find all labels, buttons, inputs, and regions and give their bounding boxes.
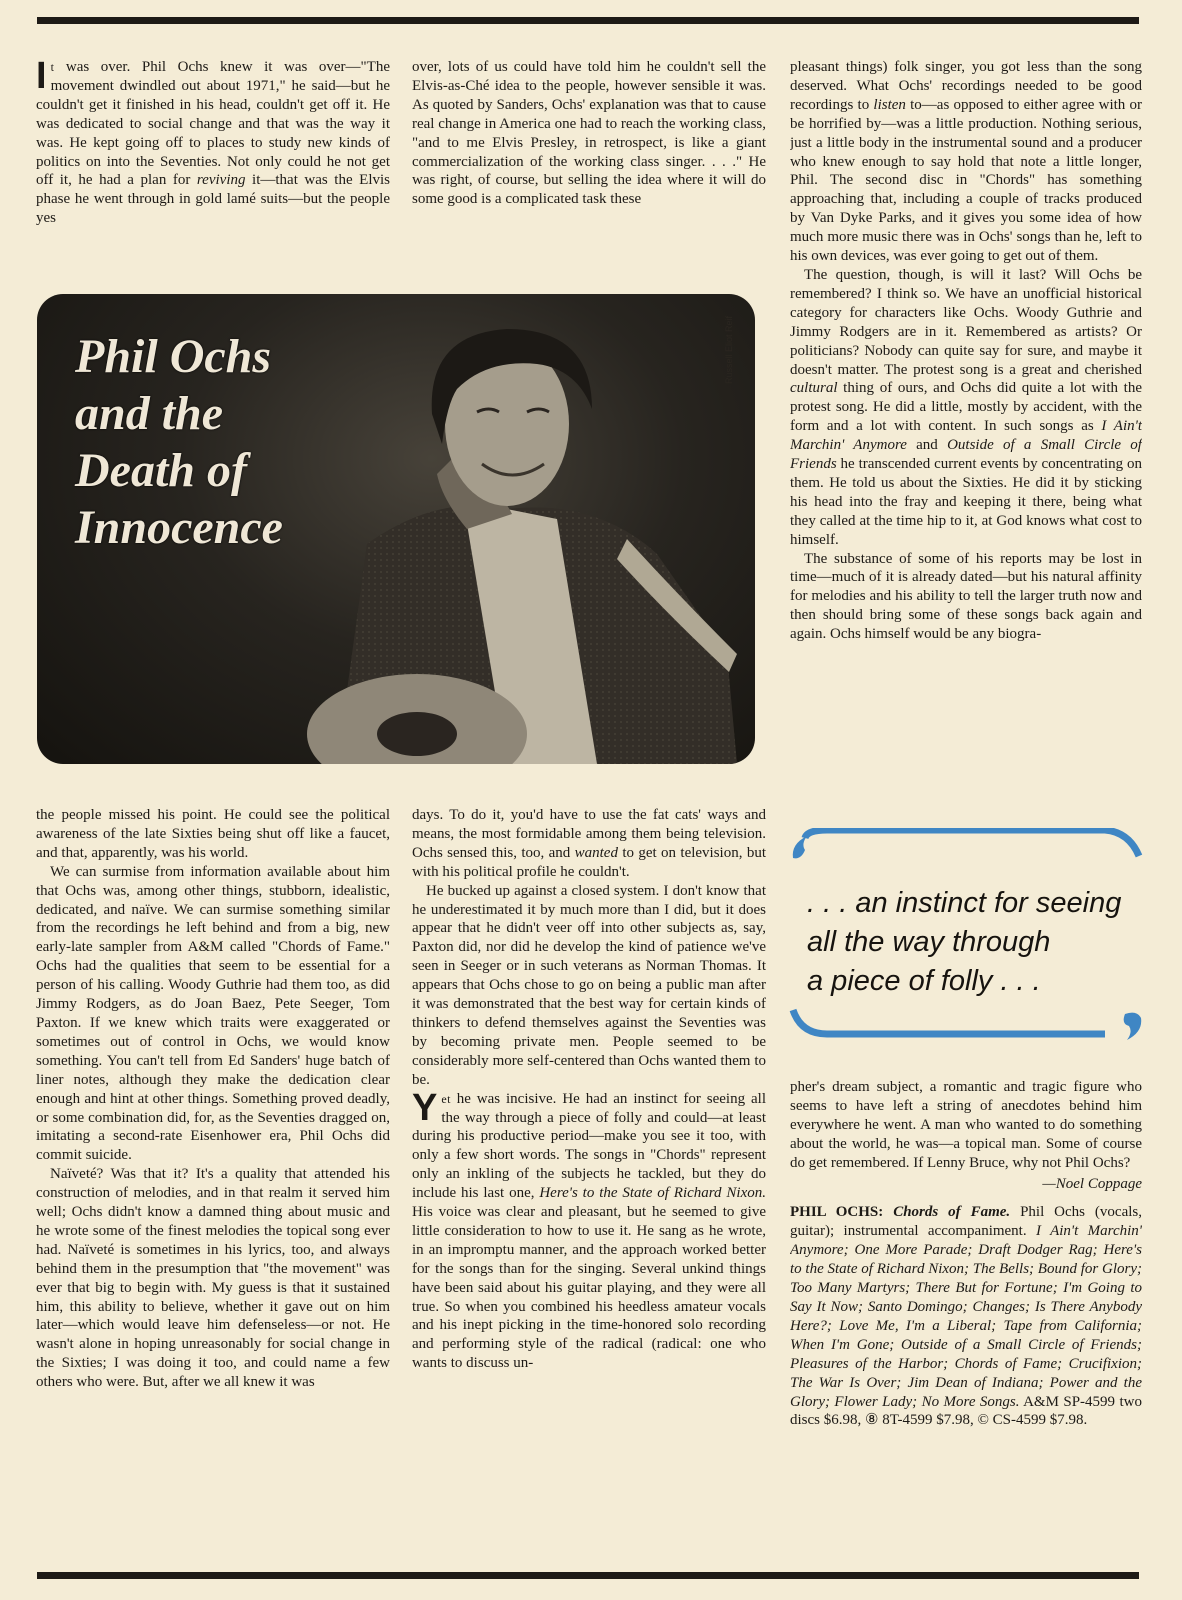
quote-rule-bottom <box>793 1010 1105 1034</box>
column-2-bottom <box>412 806 766 1560</box>
headline-photo <box>37 294 755 764</box>
body-paragraph: pher's dream subject, a romantic and tragic figure who seems to have left a string of anecdotes behind him everywhere he went. A man who wanted to do something about the world, he was—a topical man. Some of course do get remembered. If Lenny Bruce, why not Phil Ochs? <box>790 1079 1142 1171</box>
open-quote-icon <box>793 836 807 858</box>
quote-rule-top <box>805 830 1139 856</box>
body-paragraph: the people missed his point. He could see the political awareness of the late Sixties being shut off like a faucet, and that, apparently, was his world. <box>36 807 390 861</box>
bottom-rule <box>37 1572 1139 1579</box>
body-paragraph: We can surmise from information available about him that Ochs was, among other things, stubborn, idealistic, dedicated, and naïve. We can surmise something similar from the recordings he left behind and from a big, new early-late sampler from A&M called "Chords of Fame." Ochs had the qualities that seem to be essential for a person of his calling. Woody Guthrie had them too, as did Jimmy Rodgers, as do Joan Baez, Pete Seeger, Tom Paxton. If we knew which traits were exaggerated or sometimes out of control in Ochs, we would know something. You can't tell from Ed Sanders' huge batch of liner notes, although they make the dedication clear enough and hint at other things. Something proved deadly, or some combination did, for, as the Seventies dragged on, imitating a second-rate Eisenhower era, Phil Ochs did commit suicide. <box>36 863 390 1164</box>
body-paragraph: over, lots of us could have told him he couldn't sell the Elvis-as-Ché idea to the people, however sensible it was. As quoted by Sanders, Ochs' explanation was that to cause real change in America one had to reach the working class, "and to me Elvis Presley, in retrospect, is like a giant commercialization of the working class singer. . . ." He was right, of course, but selling the idea where it will do some good is a complicated task these <box>412 59 766 208</box>
body-paragraph: pleasant things) folk singer, you got less than the song deserved. What Ochs' recordings needed to be good recordings to listen to—as opposed to either agree with or be horrified by—was a little production. Nothing serious, just a little body in the instrumental sound and a producer who knew enough to say hold that note a little longer, Phil. The second disc in "Chords" has something approaching that, including a couple of tracks produced by Van Dyke Parks, and it gives you some idea of how much more music there was in Ochs' songs than he, left to his own devices, was ever going to get out of them. <box>790 59 1142 265</box>
drop-cap: Y <box>412 1086 438 1129</box>
column-2-top <box>412 58 766 248</box>
close-quote-icon <box>1124 1013 1142 1040</box>
body-paragraph: The question, though, is will it last? Will Ochs be remembered? I think so. We have an unofficial historical category for characters like Ochs. Woody Guthrie and Jimmy Rodgers are in it. Remembered as artists? Or politicians? Nobody can quite say for sure, and maybe it doesn't matter. The protest song is a great and cherished cultural thing of ours, and Ochs did quite a lot with the protest song. He did a little, mostly by accident, with the form and a lot with content. In such songs as I Ain't Marchin' Anymore and Outside of a Small Circle of Friends he transcended current events by concentrating on them. He told us about the Sixties. He did it by sticking his head into the fray and keeping it there, being what they called at the time hip to it, at God knows what cost to himself. <box>790 266 1142 548</box>
pull-quote <box>787 828 1147 1050</box>
album-info: PHIL OCHS: Chords of Fame. Phil Ochs (vocals, guitar); instrumental accompaniment. I Ain't Marchin' Anymore; One More Parade; Draft Dodger Rag; Here's to the State of Richard Nixon; The Bells; Bound for Glory; Too Many Martyrs; There But for Fortune; I'm Going to Say It Now; Santo Domingo; Changes; Is There Anybody Here?; Love Me, I'm a Liberal; Tape from California; When I'm Gone; Outside of a Small Circle of Friends; Pleasures of the Harbor; Chords of Fame; Crucifixion; The War Is Over; Jim Dean of Indiana; Power and the Glory; Flower Lady; No More Songs. A&M SP-4599 two discs $6.98, ⑧ 8T-4599 $7.98, © CS-4599 $7.98. <box>790 1204 1142 1429</box>
author-name: —Noel Coppage <box>1042 1175 1142 1192</box>
body-paragraph: Yet he was incisive. He had an instinct for seeing all the way through a piece of folly and could—at least during his productive period—make you see it too, with only a few short words. The songs in "Chords" represent only an inkling of the subjects he tackled, but they do include his last one, Here's to the State of Richard Nixon. His voice was clear and pleasant, but he seemed to give little consideration to how to use it. He sang as he wrote, in an impromptu manner, and the approach worked better for the songs than for the singing. Several unkind things have been said about his guitar playing, and they were all true. So when you combined his heedless amateur vocals and his inept picking in the time-honored solo recording and performing style of the radical (radical: one who wants to discuss un- <box>412 1086 766 1372</box>
body-paragraph: Naïveté? Was that it? It's a quality that attended his construction of melodies, and in that realm it served him well; Ochs didn't know a damned thing about music and he wrote some of the finest melodies the topical song ever had. Naïveté is sometimes in his lyrics, too, and always behind them in the presumption that "the movement" was ever that big to begin with. My guess is that it sustained him, this ability to believe, whether it gave out on him later—which would leave him defenseless—or not. He wasn't alone in hoping unreasonably for social change in the Sixties; I was doing it too, and could name a few others who were. But, after we all knew it was <box>36 1166 390 1391</box>
article-headline: Phil Ochs and the Death of Innocence <box>75 330 283 554</box>
column-3-bottom <box>790 1078 1142 1568</box>
body-paragraph: He bucked up against a closed system. I don't know that he underestimated it by much more than I did, but it does appear that he didn't veer off into other subjects as, say, Paxton did, nor did he develop the kind of patience we've seen in Seeger or in such veterans as Norman Thomas. It appears that Ochs chose to go on being a public man after it was demonstrated that the best way for certain kinds of thinkers to defend themselves against the Seventies was by becoming private men. People seemed to be considerably more self-centered than Ochs wanted them to be. <box>412 882 766 1088</box>
byline <box>790 1175 1142 1194</box>
photo-credit: Russell Eliot Reif <box>724 316 734 385</box>
top-rule <box>37 17 1139 24</box>
drop-cap: I <box>36 58 47 97</box>
column-1-bottom <box>36 806 390 1560</box>
body-paragraph: The substance of some of his reports may be lost in time—much of it is already dated—but his natural affinity for melodies and his ability to tell the larger truth now and then should bring some of these songs back again and again. Ochs himself would be any biogra- <box>790 550 1142 643</box>
opening-paragraph: It was over. Phil Ochs knew it was over—"The movement dwindled out about 1971," he said—but he couldn't get it finished in his head, couldn't get off it. He was dedicated to social change and that was the way it was. He kept going off to places to study new kinds of politics on into the Seventies. Not only could he not get off it, he had a plan for reviving it—that was the Elvis phase he went through in gold lamé suits—but the people yes <box>36 58 390 227</box>
pull-quote-text: . . . an instinct for seeing all the way through a piece of folly . . . <box>807 887 1122 997</box>
column-3-top <box>790 58 1142 800</box>
body-paragraph: days. To do it, you'd have to use the fat cats' ways and means, the most formidable among them being television. Ochs sensed this, too, and wanted to get on television, but with his political profile he couldn't. <box>412 807 766 880</box>
column-1-top <box>36 58 390 248</box>
